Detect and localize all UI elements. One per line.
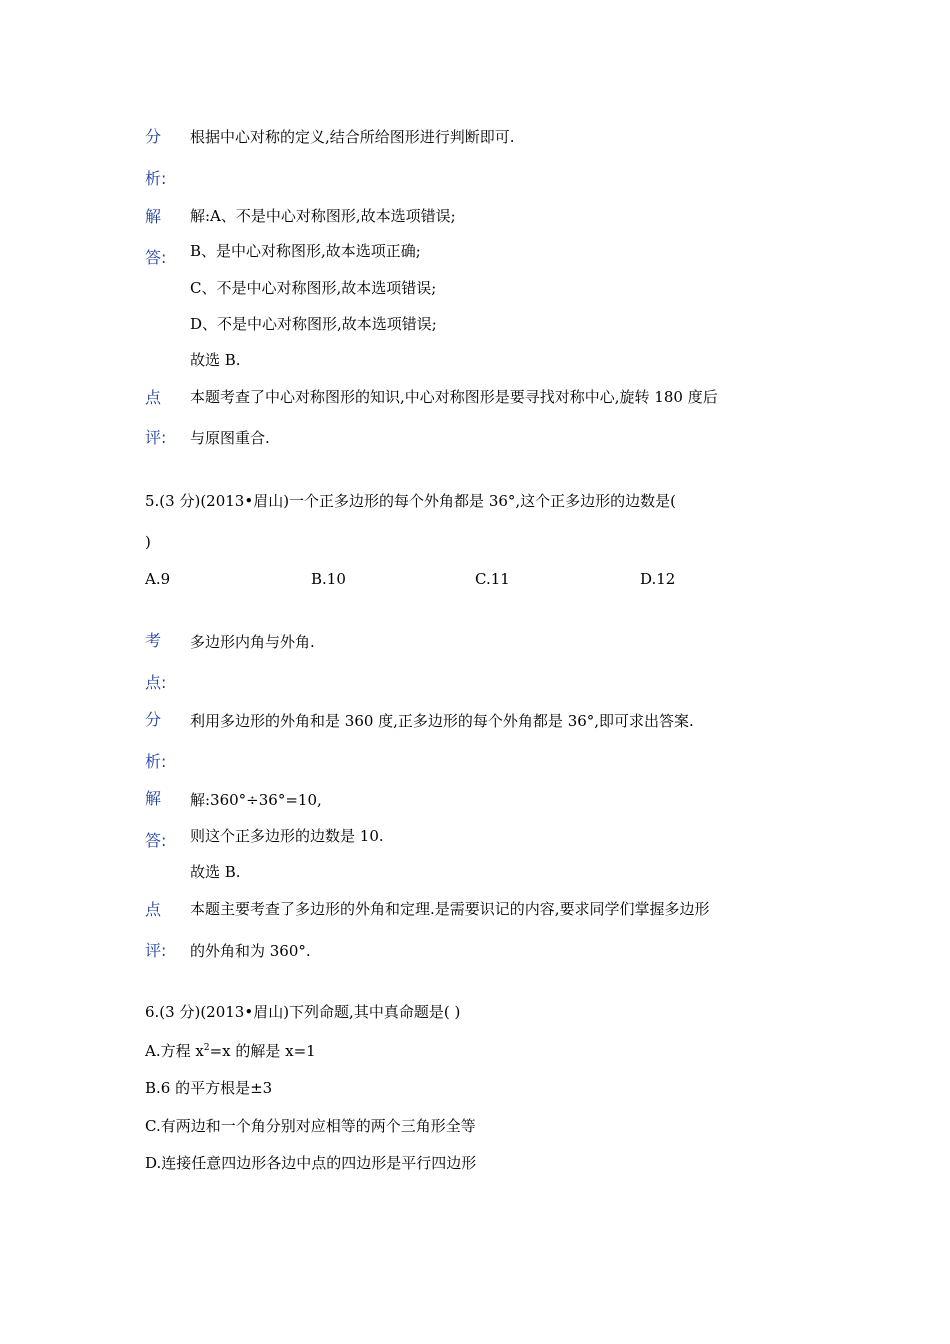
q4-comment-line: 与原图重合. — [190, 429, 270, 447]
q5-option-a: A.9 — [145, 570, 171, 588]
q4-comment-label-1: 点 — [145, 388, 162, 407]
q5-point-label-2: 点: — [145, 673, 167, 692]
q5-option-b: B.10 — [311, 570, 346, 588]
q5-stem-continuation: ) — [145, 533, 151, 551]
q5-comment-label-2: 评: — [145, 941, 167, 960]
q6-option-b: B.6 的平方根是±3 — [145, 1079, 273, 1097]
q4-analysis-label-2: 析: — [145, 169, 167, 188]
q5-option-d: D.12 — [640, 570, 676, 588]
q6-option-c: C.有两边和一个角分别对应相等的两个三角形全等 — [145, 1117, 476, 1135]
q4-answer-line: 故选 B. — [190, 351, 241, 369]
q4-answer-line: C、不是中心对称图形,故本选项错误; — [190, 279, 437, 297]
q4-answer-line: 解:A、不是中心对称图形,故本选项错误; — [190, 207, 456, 225]
q5-point-label-1: 考 — [145, 631, 162, 650]
q4-answer-label-1: 解 — [145, 207, 162, 226]
q5-analysis-label-2: 析: — [145, 752, 167, 771]
q4-comment-line: 本题考查了中心对称图形的知识,中心对称图形是要寻找对称中心,旋转 180 度后 — [190, 388, 718, 406]
q5-answer-label-2: 答: — [145, 831, 167, 850]
q5-analysis-text: 利用多边形的外角和是 360 度,正多边形的每个外角都是 36°,即可求出答案. — [190, 712, 694, 730]
q6-stem: 6.(3 分)(2013•眉山)下列命题,其中真命题是( ) — [145, 1003, 461, 1021]
q6-option-d: D.连接任意四边形各边中点的四边形是平行四边形 — [145, 1154, 477, 1172]
q6-option-a-suffix: =x 的解是 x=1 — [209, 1042, 316, 1060]
q5-comment-line: 本题主要考查了多边形的外角和定理.是需要识记的内容,要求同学们掌握多边形 — [190, 900, 710, 918]
q6-option-a — [145, 1041, 316, 1061]
q5-answer-line: 解:360°÷36°=10, — [190, 791, 322, 809]
q5-comment-label-1: 点 — [145, 900, 162, 919]
q6-option-a-prefix: A.方程 x — [145, 1042, 204, 1060]
q4-analysis-text: 根据中心对称的定义,结合所给图形进行判断即可. — [190, 128, 515, 146]
q4-answer-label-2: 答: — [145, 248, 167, 267]
q5-comment-line: 的外角和为 360°. — [190, 942, 311, 960]
q5-answer-line: 故选 B. — [190, 863, 241, 881]
q6-option-a-exponent: 2 — [203, 1043, 210, 1053]
q4-comment-label-2: 评: — [145, 428, 167, 447]
q5-option-c: C.11 — [475, 570, 510, 588]
q5-stem: 5.(3 分)(2013•眉山)一个正多边形的每个外角都是 36°,这个正多边形的边数是( — [145, 492, 677, 510]
q4-answer-line: D、不是中心对称图形,故本选项错误; — [190, 315, 437, 333]
q5-analysis-label-1: 分 — [145, 710, 162, 729]
q5-point-text: 多边形内角与外角. — [190, 633, 315, 651]
q4-answer-line: B、是中心对称图形,故本选项正确; — [190, 242, 421, 260]
q5-answer-line: 则这个正多边形的边数是 10. — [190, 827, 384, 845]
q4-analysis-label-1: 分 — [145, 127, 162, 146]
q5-answer-label-1: 解 — [145, 789, 162, 808]
